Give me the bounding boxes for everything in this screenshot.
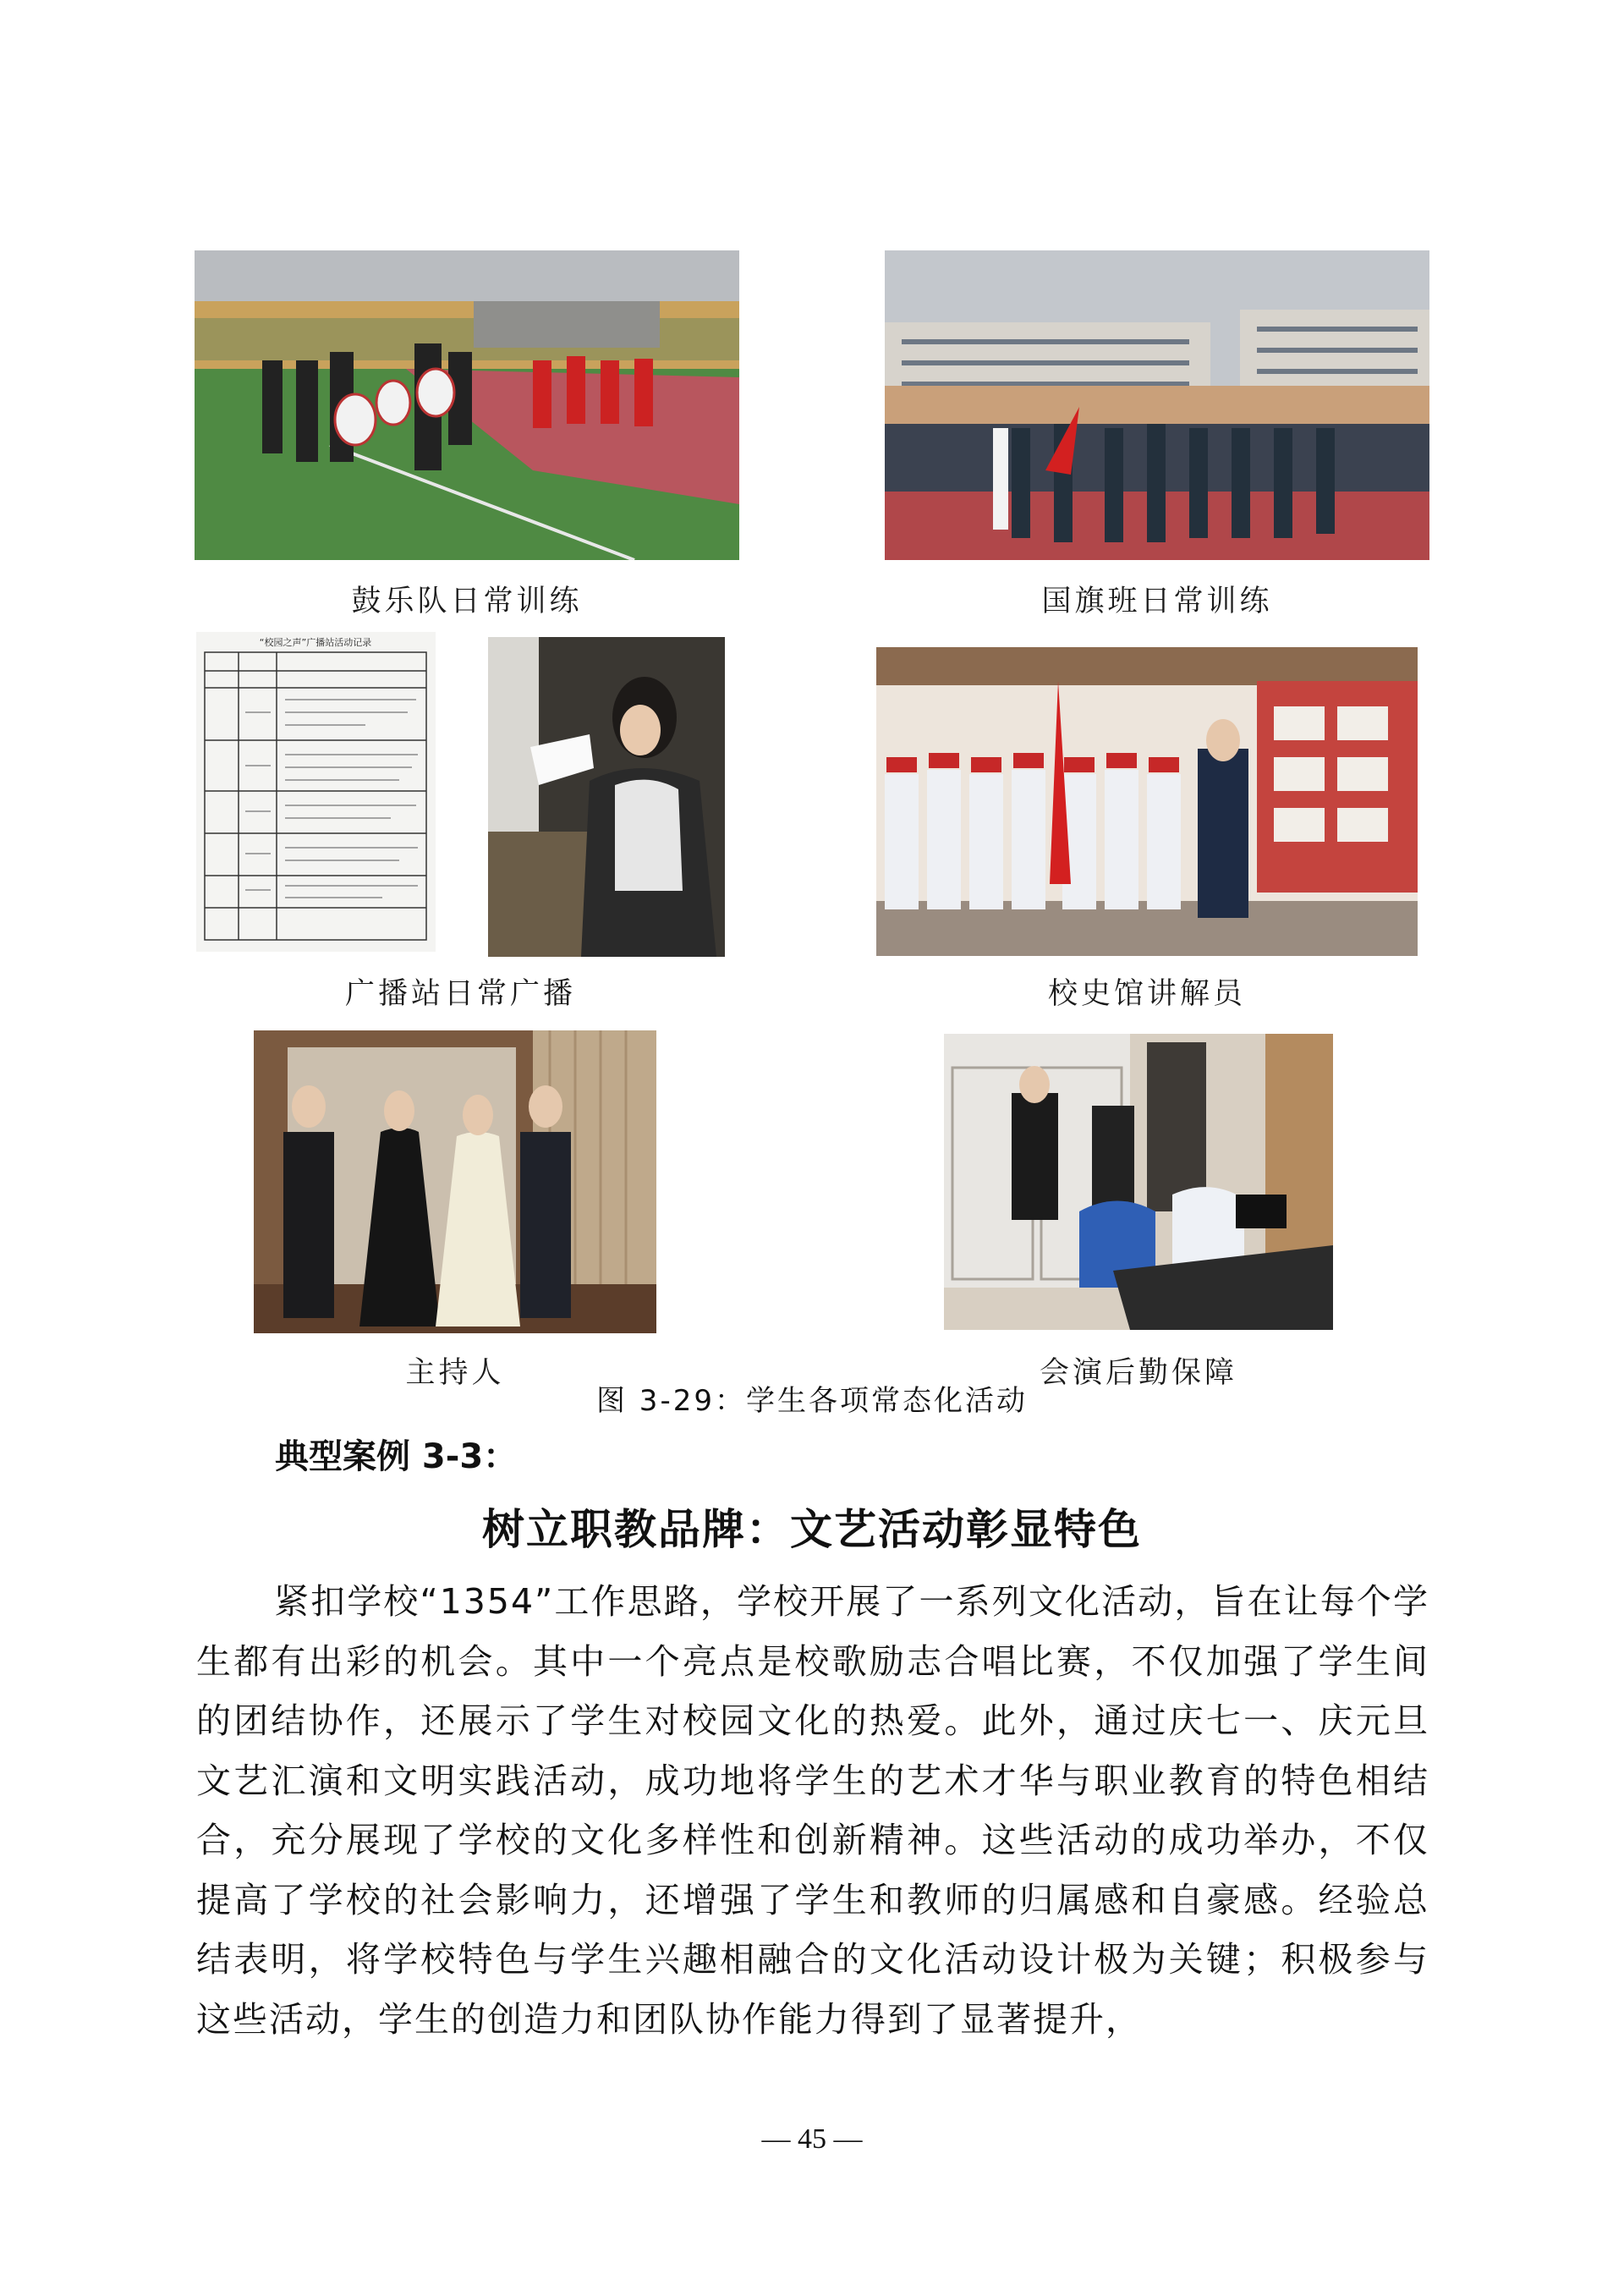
photo-hosts	[254, 1030, 656, 1333]
body-text	[196, 1572, 1429, 2049]
caption-drum-band: 鼓乐队日常训练	[351, 585, 583, 618]
record-title: “校园之声”广播站活动记录	[259, 637, 372, 648]
caption-logistics: 会演后勤保障	[1039, 1356, 1237, 1390]
photo-logistics	[944, 1034, 1333, 1330]
photo-broadcaster	[488, 637, 725, 957]
case-title: 树立职教品牌：文艺活动彰显特色	[482, 1505, 1142, 1554]
caption-broadcast: 广播站日常广播	[344, 977, 576, 1011]
case-label: 典型案例 3-3：	[275, 1437, 518, 1476]
figure-caption: 图 3-29：学生各项常态化活动	[596, 1384, 1028, 1418]
photo-history-museum	[876, 647, 1418, 956]
photo-flag-guard	[885, 250, 1429, 560]
caption-hosts: 主持人	[405, 1356, 505, 1390]
page-number: — 45 —	[761, 2123, 863, 2155]
caption-flag-guard: 国旗班日常训练	[1041, 585, 1273, 618]
photo-drum-band	[195, 250, 739, 560]
body-paragraph: 紧扣学校“1354”工作思路，学校开展了一系列文化活动，旨在让每个学生都有出彩的机会。其中一个亮点是校歌励志合唱比赛，不仅加强了学生间的团结协作，还展示了学生对校园文化的热爱。此外，通过庆七一、庆元旦文艺汇演和文明实践活动，成功地将学生的艺术才华与职业教育的特色相结合，充分展现了学校的文化多样性和创新精神。这些活动的成功举办，不仅提高了学校的社会影响力，还增强了学生和教师的归属感和自豪感。经验总结表明，将学校特色与学生兴趣相融合的文化活动设计极为关键；积极参与这些活动，学生的创造力和团队协作能力得到了显著提升，	[196, 1581, 1429, 2040]
caption-history-museum: 校史馆讲解员	[1047, 977, 1246, 1011]
photo-broadcast-record	[196, 632, 436, 952]
